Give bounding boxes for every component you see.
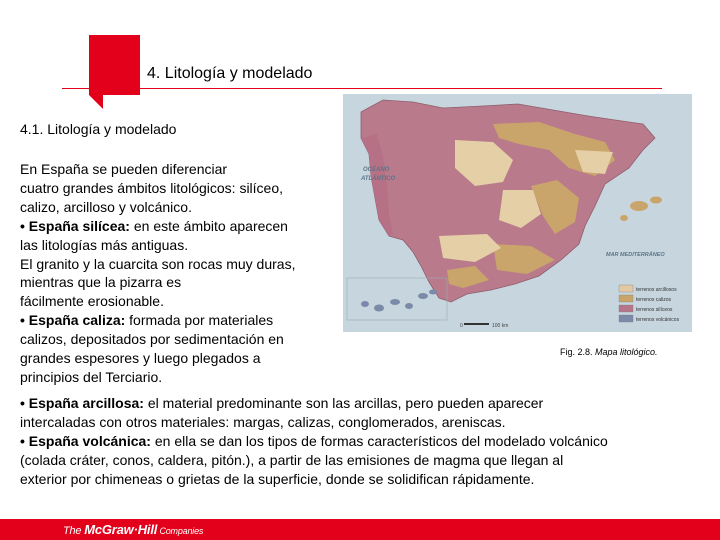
ocean-label: ATLÁNTICO [361,176,396,182]
logo-suffix: Companies [157,526,204,536]
bold-term: • España caliza: [20,312,126,329]
lithology-map [343,94,692,332]
legend-swatch [619,285,633,292]
legend-label: terrenos arcillosos [636,287,677,293]
text-span: el material predominante son las arcillas, pero pueden aparecer [143,395,544,411]
text-line: (colada cráter, conos, caldera, pitón.), a partir de las emisiones de magma que llegan al [20,451,564,468]
caption-title: Mapa litológico. [595,347,658,357]
balearic-island [620,215,628,221]
canary-island [390,299,400,305]
bold-term: • España silícea: [20,217,130,234]
balearic-island [630,201,648,211]
sea-label: MAR MEDITERRÁNEO [606,252,665,258]
canary-island [405,303,413,309]
map-legend [619,285,680,323]
scale-zero-label: 0 [460,323,463,329]
text-line: cuatro grandes ámbitos litológicos: silíceo, [20,179,284,196]
text-line [20,432,710,451]
map-illustration [343,94,692,332]
ocean-label: OCÉANO [363,167,390,173]
canary-island [374,305,384,312]
footer-bar [0,519,720,540]
legend-swatch [619,305,633,312]
bold-term: • España volcánica: [20,432,151,449]
text-line: principios del Terciario. [20,368,163,385]
text-span: en ella se dan los tipos de formas característicos del modelado volcánico [150,432,608,449]
canary-island [361,301,369,307]
legend-swatch [619,295,633,302]
publisher-logo [63,522,203,537]
body-text-left [20,160,350,387]
header-accent-block [89,35,140,95]
text-line: grandes espesores y luego plegados a [20,350,261,367]
text-line: intercaladas con otros materiales: margas, calizas, conglomerados, areniscas. [20,413,506,430]
text-line: exterior por chimeneas o grietas de la superficie, donde se solidifican rápidamente. [20,470,535,487]
logo-the: The [63,525,85,537]
page-title: 4. Litología y modelado [147,65,313,82]
text-line: calizos, depositados por sedimentación en [20,331,284,348]
canary-island [418,293,428,299]
text-line: mientras que la pizarra es [20,274,182,291]
legend-label: terrenos calizos [636,297,672,303]
text-line [20,311,350,330]
section-title: 4.1. Litología y modelado [20,121,177,137]
text-line [20,394,710,413]
text-span: en este ámbito aparecen [129,217,288,234]
body-text-full [20,394,710,489]
text-line: calizo, arcilloso y volcánico. [20,198,192,215]
header-rule [62,88,662,89]
legend-label: terrenos volcánicos [636,317,680,323]
balearic-island [650,197,662,204]
legend-swatch [619,315,633,322]
text-line [20,217,350,236]
legend-label: terrenos silíceos [636,307,673,313]
figure-caption [560,347,658,357]
bold-term: • España arcillosa: [20,395,144,411]
text-span: formada por materiales [125,312,274,329]
logo-name: McGraw·Hill [84,522,158,537]
scale-end-label: 100 km [492,323,509,329]
text-line: fácilmente erosionable. [20,293,164,310]
text-line: El granito y la cuarcita son rocas muy duras, [20,255,296,272]
text-line: las litologías más antiguas. [20,236,189,253]
scale-bar [460,323,508,329]
scale-segment [464,323,489,325]
canary-island [429,290,437,295]
caption-prefix: Fig. 2.8. [560,347,596,357]
text-line: En España se pueden diferenciar [20,161,228,177]
